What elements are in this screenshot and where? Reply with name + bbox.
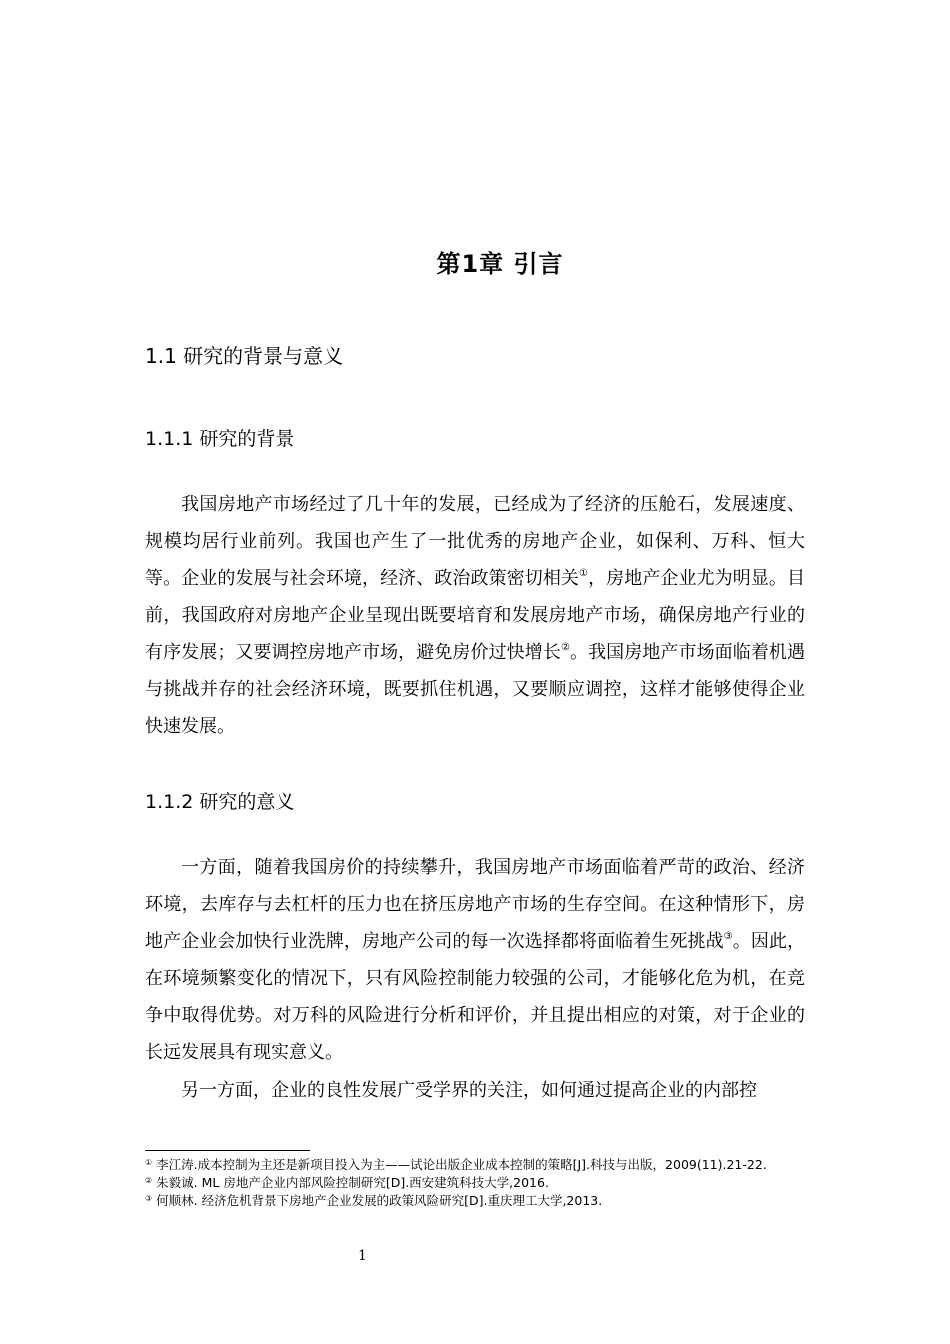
footnote-ref-1[interactable]: ① bbox=[579, 568, 589, 579]
subsection-heading-background: 1.1.1 研究的背景 bbox=[145, 428, 295, 450]
footnote-1: ① 李江涛.成本控制为主还是新项目投入为主——试论出版企业成本控制的策略[J].科技与出版，2009(11).21-22. bbox=[145, 1157, 767, 1172]
paragraph-significance bbox=[145, 849, 805, 1071]
paragraph-text: 一方面，随着我国房价的持续攀升，我国房地产市场面临着严苛的政治、经济环境，去库存与去杠杆的压力也在挤压房地产市场的生存空间。在这种情形下，房地产企业会加快行业洗牌，房地产公司的每一次选择都将面临着生死挑战 bbox=[145, 857, 805, 952]
paragraph-other-aspect: 另一方面，企业的良性发展广受学界的关注，如何通过提高企业的内部控 bbox=[181, 1080, 757, 1101]
paragraph-text: 。因此，在环境频繁变化的情况下，只有风险控制能力较强的公司，才能够化危为机，在竞争中取得优势。对万科的风险进行分析和评价，并且提出相应的对策，对于企业的长远发展具有现实意义。 bbox=[145, 931, 806, 1063]
footnote-ref-3[interactable]: ③ bbox=[723, 931, 733, 942]
footnote-ref-2[interactable]: ② bbox=[560, 642, 570, 653]
chapter-title: 第1章 引言 bbox=[436, 250, 564, 278]
footnotes bbox=[145, 1156, 805, 1210]
subsection-heading-significance: 1.1.2 研究的意义 bbox=[145, 791, 295, 813]
section-heading: 1.1 研究的背景与意义 bbox=[145, 344, 344, 368]
paragraph-background bbox=[145, 486, 805, 745]
footnote-2: ② 朱毅诚. ML 房地产企业内部风险控制研究[D].西安建筑科技大学,2016. bbox=[145, 1175, 549, 1190]
page-number: 1 bbox=[358, 1248, 367, 1264]
paragraph-text: 。我国房地产市场面临着机遇与挑战并存的社会经济环境，既要抓住机遇，又要顺应调控，这样才能够使得企业快速发展。 bbox=[145, 642, 806, 737]
footnote-divider bbox=[145, 1150, 310, 1151]
paragraph-text: ，房地产企业尤为明显。目前，我国政府对房地产企业呈现出既要培育和发展房地产市场，确保房地产行业的有序发展；又要调控房地产市场，避免房价过快增长 bbox=[145, 568, 806, 663]
paragraph-text: 我国房地产市场经过了几十年的发展，已经成为了经济的压舱石，发展速度、规模均居行业前列。我国也产生了一批优秀的房地产企业，如保利、万科、恒大等。企业的发展与社会环境，经济、政治政策密切相关 bbox=[145, 494, 805, 589]
footnote-3: ③ 何顺林. 经济危机背景下房地产企业发展的政策风险研究[D].重庆理工大学,2013. bbox=[145, 1193, 603, 1208]
